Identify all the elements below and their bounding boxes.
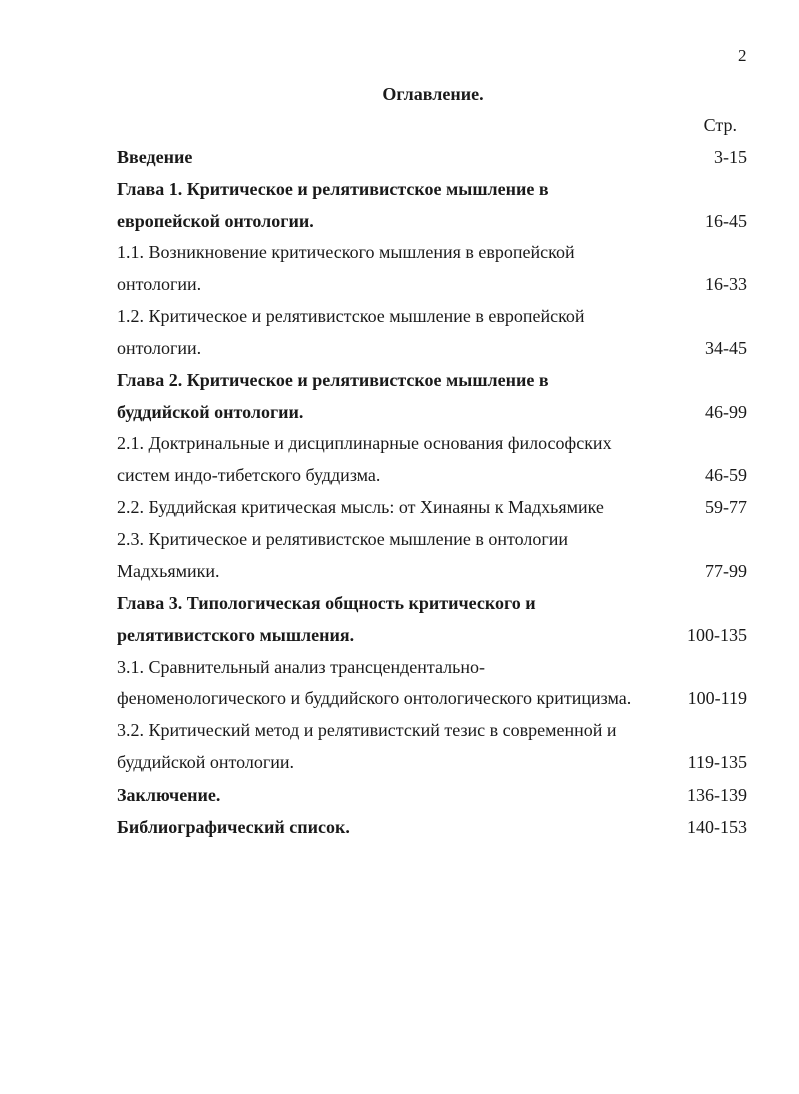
toc-line bbox=[0, 369, 799, 391]
toc-line bbox=[0, 464, 799, 486]
toc-line-page: 140-153 bbox=[687, 817, 747, 837]
toc-line-text: буддийской онтологии. bbox=[117, 752, 295, 772]
toc-line-text: 2.2. Буддийская критическая мысль: от Хинаяны к Мадхьямике bbox=[117, 497, 604, 517]
toc-line-text: феноменологического и буддийского онтологического критицизма. bbox=[117, 688, 632, 708]
toc-line bbox=[0, 751, 799, 773]
toc-line-page: 119-135 bbox=[687, 752, 747, 772]
toc-header-row bbox=[0, 114, 799, 136]
toc-line bbox=[0, 784, 799, 806]
toc-line-text: 3.2. Критический метод и релятивистский тезис в современной и bbox=[117, 720, 617, 740]
toc-line-page: 136-139 bbox=[687, 785, 747, 805]
toc-line bbox=[0, 560, 799, 582]
toc-line-text: 1.1. Возникновение критического мышления в европейской bbox=[117, 242, 575, 262]
toc-line-page: 77-99 bbox=[705, 561, 747, 581]
toc-line-text: Мадхьямики. bbox=[117, 561, 220, 581]
toc-line-text: буддийской онтологии. bbox=[117, 402, 304, 422]
toc-line-text: Глава 1. Критическое и релятивистское мышление в bbox=[117, 179, 549, 199]
toc-line bbox=[0, 337, 799, 359]
toc-line bbox=[0, 273, 799, 295]
toc-line bbox=[0, 816, 799, 838]
toc-line-text: 2.3. Критическое и релятивистское мышление в онтологии bbox=[117, 529, 569, 549]
toc-line-text: Библиографический список. bbox=[117, 817, 350, 837]
toc-line-text: 1.2. Критическое и релятивистское мышление в европейской bbox=[117, 306, 585, 326]
toc-line bbox=[0, 592, 799, 614]
toc-line-text: европейской онтологии. bbox=[117, 211, 314, 231]
toc-line bbox=[0, 210, 799, 232]
toc-line-text: 3.1. Сравнительный анализ трансцендентально- bbox=[117, 657, 485, 677]
toc-line-page: 16-33 bbox=[705, 274, 747, 294]
toc-line-text: Заключение. bbox=[117, 785, 221, 805]
toc-line-page: 46-59 bbox=[705, 465, 747, 485]
toc-line bbox=[0, 719, 799, 741]
toc-line-text: систем индо-тибетского буддизма. bbox=[117, 465, 381, 485]
toc-line-text: 2.1. Доктринальные и дисциплинарные основания философских bbox=[117, 433, 612, 453]
toc-line bbox=[0, 496, 799, 518]
toc-line bbox=[0, 432, 799, 454]
page-column-header: Стр. bbox=[703, 115, 737, 135]
page-number: 2 bbox=[738, 46, 747, 65]
toc-line-page: 100-135 bbox=[687, 625, 747, 645]
toc-line bbox=[0, 401, 799, 423]
toc-line-page: 34-45 bbox=[705, 338, 747, 358]
toc-line-text: Введение bbox=[117, 147, 193, 167]
toc-line-page: 46-99 bbox=[705, 402, 747, 422]
toc-line bbox=[0, 656, 799, 678]
toc-line-text: релятивистского мышления. bbox=[117, 625, 355, 645]
toc-line bbox=[0, 305, 799, 327]
toc-line bbox=[0, 528, 799, 550]
toc-line-page: 59-77 bbox=[705, 497, 747, 517]
toc-line-text: онтологии. bbox=[117, 274, 202, 294]
toc-line bbox=[0, 146, 799, 168]
toc-line bbox=[0, 624, 799, 646]
toc-line-page: 3-15 bbox=[714, 147, 747, 167]
toc-line-page: 16-45 bbox=[705, 211, 747, 231]
toc-line bbox=[0, 241, 799, 263]
toc-line-text: онтологии. bbox=[117, 338, 202, 358]
toc-line-text: Глава 2. Критическое и релятивистское мышление в bbox=[117, 370, 549, 390]
toc-line bbox=[0, 178, 799, 200]
toc-line-page: 100-119 bbox=[687, 688, 747, 708]
toc-title: Оглавление. bbox=[382, 84, 484, 104]
toc-line-text: Глава 3. Типологическая общность критического и bbox=[117, 593, 536, 613]
toc-line bbox=[0, 687, 799, 709]
